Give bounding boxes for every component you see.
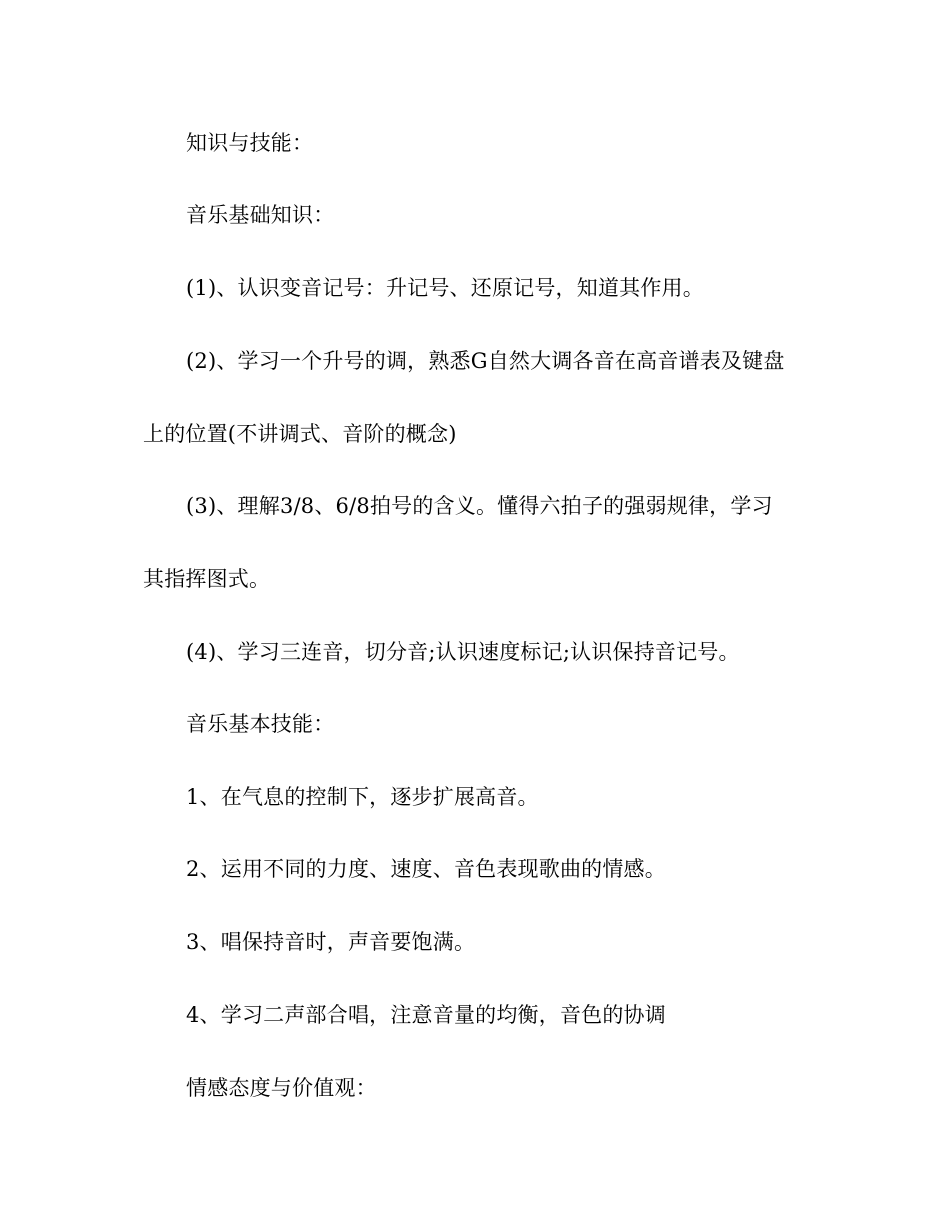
paragraph-item-4: (4)、学习三连音，切分音;认识速度标记;认识保持音记号。 [186, 640, 740, 664]
paragraph-item-1: (1)、认识变音记号：升记号、还原记号，知道其作用。 [186, 276, 704, 300]
paragraph-item-3-continued: 其指挥图式。 [143, 567, 271, 591]
heading-music-basics: 音乐基础知识： [186, 203, 335, 227]
paragraph-item-2-continued: 上的位置(不讲调式、音阶的概念) [143, 422, 457, 446]
skill-item-1: 1、在气息的控制下，逐步扩展高音。 [186, 785, 539, 809]
heading-knowledge-skills: 知识与技能： [186, 131, 314, 155]
paragraph-item-2: (2)、学习一个升号的调，熟悉G自然大调各音在高音谱表及键盘 [186, 349, 785, 373]
heading-attitudes-values: 情感态度与价值观： [186, 1076, 377, 1100]
skill-item-2: 2、运用不同的力度、速度、音色表现歌曲的情感。 [186, 857, 666, 881]
skill-item-3: 3、唱保持音时，声音要饱满。 [186, 930, 476, 954]
paragraph-item-3: (3)、理解3/8、6/8拍号的含义。懂得六拍子的强弱规律，学习 [186, 494, 773, 518]
heading-basic-skills: 音乐基本技能： [186, 712, 335, 736]
skill-item-4: 4、学习二声部合唱，注意音量的均衡，音色的协调 [186, 1003, 666, 1027]
